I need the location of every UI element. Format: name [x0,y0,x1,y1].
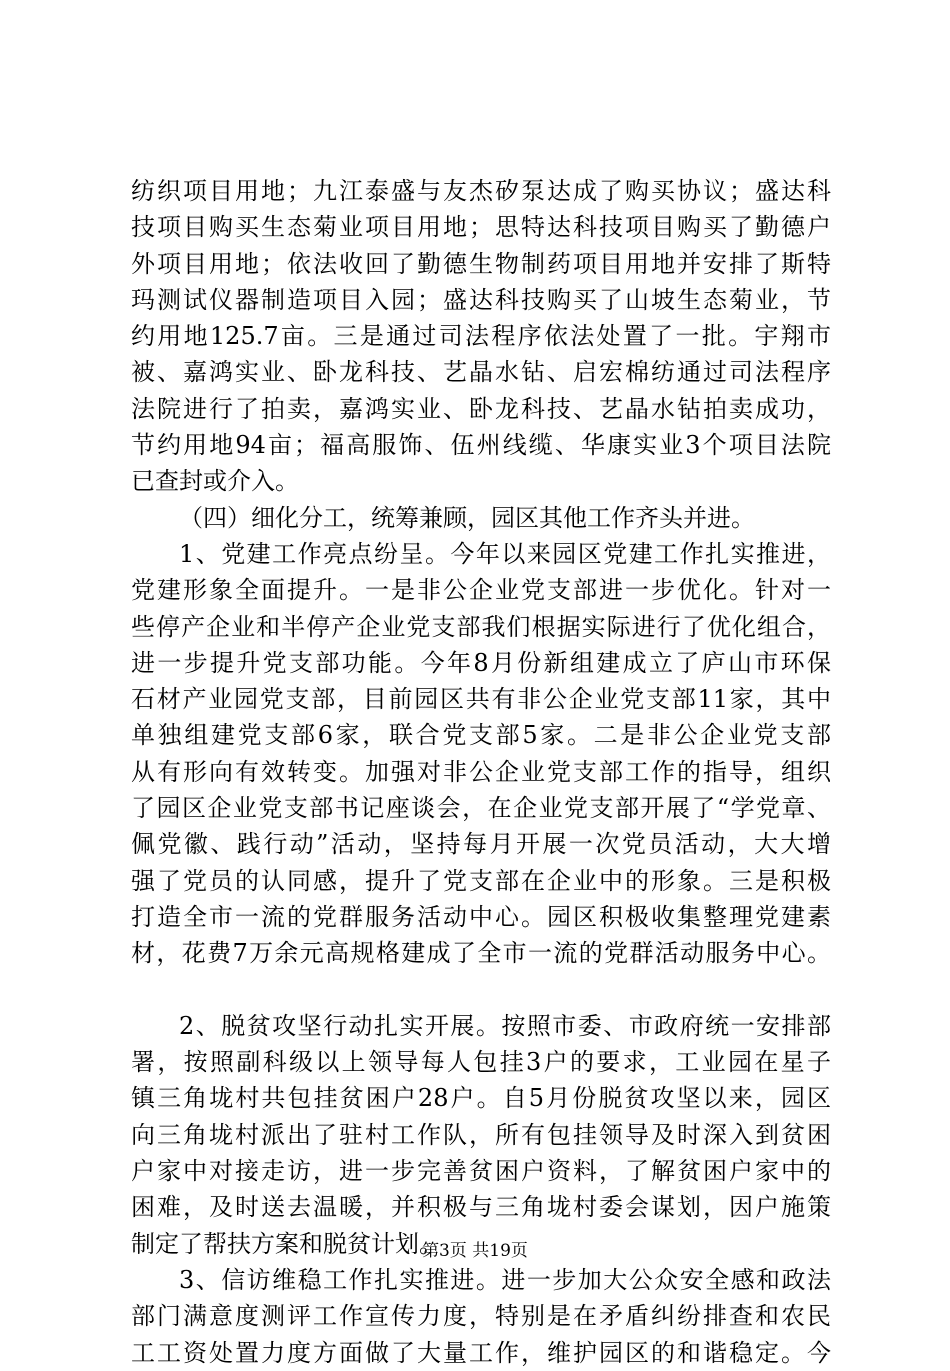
text-line: 打造全市一流的党群服务活动中心。园区积极收集整理党建素 [131,902,831,931]
paragraph-first-line: 1、党建工作亮点纷呈。今年以来园区党建工作扎实推进， [179,539,831,568]
text-line: 外项目用地；依法收回了勤德生物制药项目用地并安排了斯特 [131,249,831,278]
text-line: 部门满意度测评工作宣传力度，特别是在矛盾纠纷排查和农民 [131,1302,831,1331]
text-line: 法院进行了拍卖，嘉鸿实业、卧龙科技、艺晶水钻拍卖成功， [131,394,831,423]
text-line: 制定了帮扶方案和脱贫计划。 [131,1229,443,1258]
text-line: 署，按照副科级以上领导每人包挂3户的要求，工业园在星子 [131,1048,831,1077]
text-line: 节约用地94亩；福高服饰、伍州线缆、华康实业3个项目法院 [131,431,831,460]
page-number-footer: 第3页 共19页 [422,1241,528,1261]
text-line: 技项目购买生态菊业项目用地；思特达科技项目购买了勤德户 [131,213,831,242]
text-line: 了园区企业党支部书记座谈会，在企业党支部开展了“学党章、 [131,794,831,823]
text-line: 纺织项目用地；九江泰盛与友杰矽泵达成了购买协议；盛达科 [131,177,831,205]
text-line: 约用地125.7亩。三是通过司法程序依法处置了一批。宇翔市 [131,322,831,351]
text-line: 户家中对接走访，进一步完善贫困户资料，了解贫困户家中的 [131,1157,831,1186]
text-line: 从有形向有效转变。加强对非公企业党支部工作的指导，组织 [131,757,831,786]
section-heading: （四）细化分工，统筹兼顾，园区其他工作齐头并进。 [179,503,755,532]
text-line: 石材产业园党支部，目前园区共有非公企业党支部11家，其中 [131,685,831,714]
text-line: 些停产企业和半停产企业党支部我们根据实际进行了优化组合， [131,612,831,641]
text-line: 向三角垅村派出了驻村工作队，所有包挂领导及时深入到贫困 [131,1120,831,1149]
text-line: 被、嘉鸿实业、卧龙科技、艺晶水钻、启宏棉纺通过司法程序 [131,358,831,387]
text-line: 党建形象全面提升。一是非公企业党支部进一步优化。针对一 [131,576,831,605]
text-line: 单独组建党支部6家，联合党支部5家。二是非公企业党支部 [131,721,831,750]
text-line: 困难，及时送去温暖，并积极与三角垅村委会谋划，因户施策 [131,1193,831,1222]
text-line: 已查封或介入。 [131,467,299,496]
text-line: 材，花费7万余元高规格建成了全市一流的党群活动服务中心。 [131,939,831,968]
document-body [131,173,831,1371]
text-line: 玛测试仪器制造项目入园；盛达科技购买了山坡生态菊业，节 [131,285,831,314]
paragraph-first-line: 3、信访维稳工作扎实推进。进一步加大公众安全感和政法 [179,1265,831,1294]
text-line: 强了党员的认同感，提升了党支部在企业中的形象。三是积极 [131,866,831,895]
text-line: 佩党徽、践行动”活动，坚持每月开展一次党员活动，大大增 [131,830,831,859]
text-line: 工工资处置力度方面做了大量工作，维护园区的和谐稳定。今 [131,1338,831,1367]
blank-line [131,972,831,1008]
text-line: 进一步提升党支部功能。今年8月份新组建成立了庐山市环保 [131,648,831,677]
text-line: 镇三角垅村共包挂贫困户28户。自5月份脱贫攻坚以来，园区 [131,1084,831,1113]
paragraph-first-line: 2、脱贫攻坚行动扎实开展。按照市委、市政府统一安排部 [179,1011,831,1040]
